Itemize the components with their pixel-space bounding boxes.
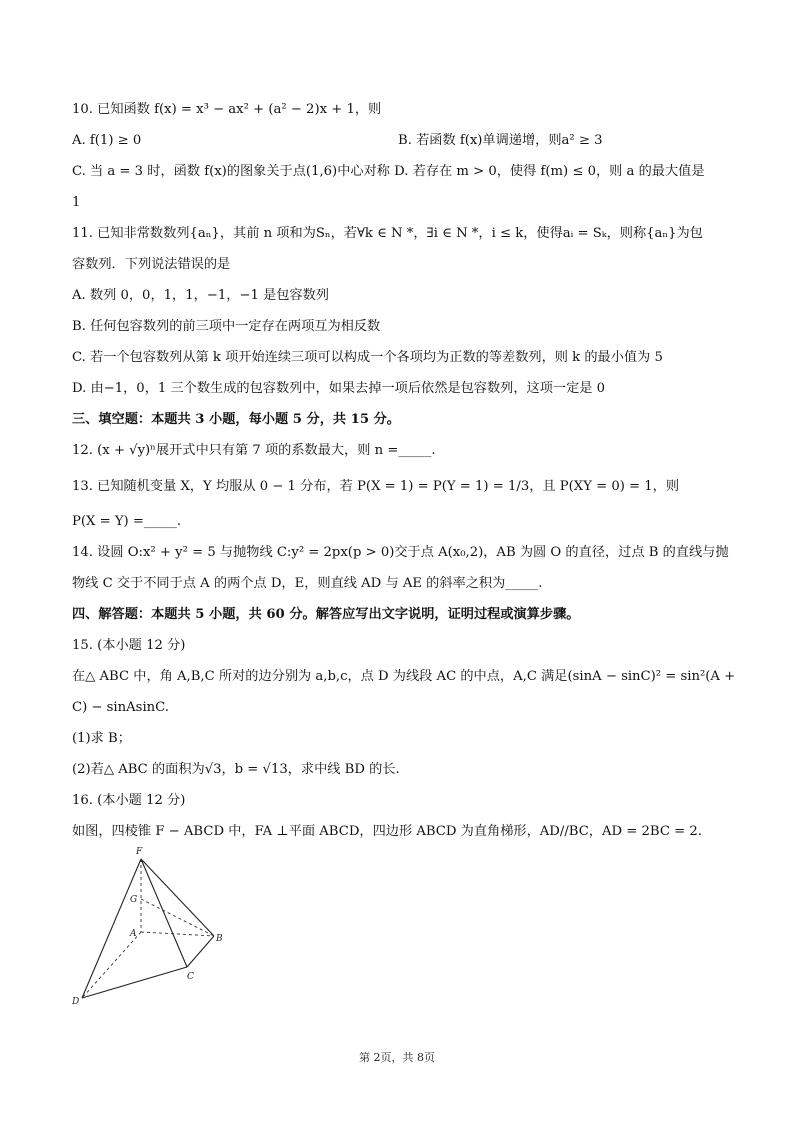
edge-ad [82,932,141,998]
edge-dc [82,967,187,998]
label-d: D [72,997,80,1007]
q11-stem-line1: 11. 已知非常数数列{aₙ}，其前 n 项和为Sₙ，若∀k ∈ N *，∃i ∈ N *，i ≤ k，使得aᵢ = Sₖ，则称{aₙ}为包 [72,226,703,241]
label-c: C [187,972,194,982]
q16-header: 16. (本小题 12 分) [72,793,186,808]
q10-option-d-continued: 1 [72,195,81,210]
q10-option-c-d: C. 当 a = 3 时，函数 f(x)的图象关于点(1,6)中心对称 D. 若存在 m > 0，使得 f(m) ≤ 0，则 a 的最大值是 [72,164,705,179]
q15-part1: (1)求 B； [72,731,131,746]
q11-option-a: A. 数列 0，0，1，1，−1，−1 是包容数列 [72,288,329,303]
q15-header: 15. (本小题 12 分) [72,638,186,653]
q11-option-d: D. 由−1，0，1 三个数生成的包容数列中，如果去掉一项后依然是包容数列，这项一定是 0 [72,381,606,396]
label-g: G [130,895,138,905]
q14-line2: 物线 C 交于不同于点 A 的两个点 D，E，则直线 AD 与 AE 的斜率之积为_____. [72,576,543,591]
q15-part2: (2)若△ ABC 的面积为√3，b = √13，求中线 BD 的长. [72,762,400,777]
edge-ab [141,932,214,936]
q11-stem-line2: 容数列．下列说法错误的是 [72,257,231,272]
label-b: B [216,934,223,944]
page-footer: 第 2页，共 8页 [359,1051,435,1064]
q16-line1: 如图，四棱锥 F − ABCD 中，FA ⊥平面 ABCD，四边形 ABCD 为直角梯形，AD//BC，AD = 2BC = 2. [72,824,702,839]
q10-option-a: A. f(1) ≥ 0 [72,133,142,148]
q13-line1: 13. 已知随机变量 X，Y 均服从 0 − 1 分布，若 P(X = 1) = P(Y = 1) = 1/3，且 P(XY = 0) = 1，则 [72,479,680,494]
q11-option-b: B. 任何包容数列的前三项中一定存在两项互为相反数 [72,319,381,334]
q10-stem: 10. 已知函数 f(x) = x³ − ax² + (a² − 2)x + 1，则 [72,102,382,117]
q12-text: 12. (x + √y)ⁿ展开式中只有第 7 项的系数最大，则 n =_____. [72,443,436,458]
q13-line2: P(X = Y) =_____. [72,514,182,529]
pyramid-figure [66,842,236,1010]
q14-line1: 14. 设圆 O:x² + y² = 5 与抛物线 C:y² = 2px(p > 0)交于点 A(x₀,2)，AB 为圆 O 的直径，过点 B 的直线与抛 [72,545,729,560]
q15-line1: 在△ ABC 中，角 A,B,C 所对的边分别为 a,b,c，点 D 为线段 AC 的中点，A,C 满足(sinA − sinC)² = sin²(A + [72,669,736,684]
edge-cb [187,936,214,967]
label-f: F [136,847,143,857]
label-a: A [130,929,137,939]
section-4-heading: 四、解答题：本题共 5 小题，共 60 分。解答应写出文字说明，证明过程或演算步骤。 [72,607,580,622]
q11-option-c: C. 若一个包容数列从第 k 项开始连续三项可以构成一个各项均为正数的等差数列，则 k 的最小值为 5 [72,350,663,365]
edge-fb [141,859,214,936]
q10-option-b: B. 若函数 f(x)单调递增，则a² ≥ 3 [398,133,603,148]
section-3-heading: 三、填空题：本题共 3 小题，每小题 5 分，共 15 分。 [72,412,400,427]
edge-fc [141,859,187,967]
q15-line2: C) − sinAsinC. [72,700,169,715]
edge-gb [141,899,214,936]
